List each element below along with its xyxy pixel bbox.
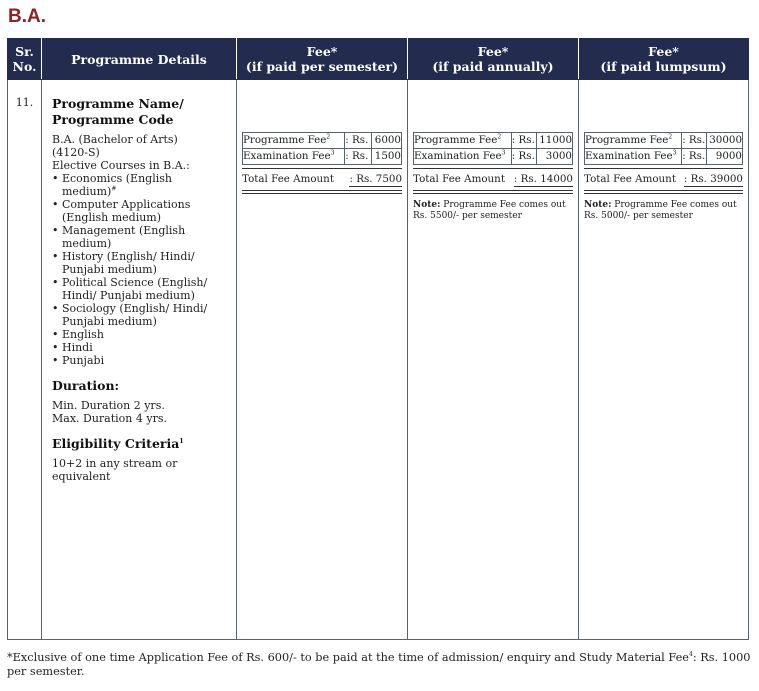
header-fee-semester: Fee* (if paid per semester) — [237, 39, 408, 80]
electives-intro: Elective Courses in B.A.: — [52, 159, 190, 172]
programme-name-heading: Programme Name/ Programme Code — [52, 96, 184, 127]
list-item: • Computer Applications (English medium) — [52, 198, 191, 224]
header-programme-details: Programme Details — [42, 39, 237, 80]
table-header-row — [8, 39, 749, 80]
list-item: • English — [52, 328, 104, 341]
programme-code: (4120-S) — [52, 146, 100, 159]
list-item: • Hindi — [52, 341, 93, 354]
fee-row-exam: Examination Fee$^3$ : Rs. 9000 — [585, 149, 743, 165]
fee-row-exam: Examination Fee$^3$ : Rs. 1500 — [243, 149, 402, 165]
fee-total-row: Total Fee Amount : Rs. 14000 — [413, 173, 573, 185]
header-fee-lumpsum: Fee* (if paid lumpsum) — [579, 39, 749, 80]
duration-heading: Duration: — [52, 378, 120, 393]
programme-details-cell — [42, 80, 237, 640]
list-item: • Sociology (English/ Hindi/ Punjabi medium) — [52, 302, 208, 328]
electives-list — [52, 172, 228, 367]
annual-note: Note: Programme Fee comes out Rs. 5500/- per semester — [413, 200, 566, 221]
page-title: B.A. — [8, 6, 46, 27]
fee-semester-cell — [237, 80, 408, 640]
programme-name: B.A. (Bachelor of Arts) — [52, 133, 178, 146]
fee-row-programme: Programme Fee$^2$ : Rs. 30000 — [585, 133, 743, 149]
list-item: • History (English/ Hindi/ Punjabi medium) — [52, 250, 195, 276]
list-item: • Management (English medium) — [52, 224, 186, 250]
fee-row-programme: Programme Fee$^2$ : Rs. 6000 — [243, 133, 402, 149]
header-sr-line1: Sr. — [15, 44, 34, 59]
header-fee-annual: Fee* (if paid annually) — [408, 39, 579, 80]
max-duration: Max. Duration 4 yrs. — [52, 412, 167, 425]
lumpsum-note: Note: Programme Fee comes out Rs. 5000/- per semester — [584, 200, 737, 221]
fee-row-programme: Programme Fee$^2$ : Rs. 11000 — [414, 133, 573, 149]
footnote: *Exclusive of one time Application Fee of Rs. 600/- to be paid at the time of admission/ enquiry and Study Material Fee$^4$: Rs. 1000 per semester. — [7, 651, 751, 678]
header-sr-no — [8, 39, 42, 80]
fee-total-row: Total Fee Amount : Rs. 39000 — [584, 173, 743, 185]
sr-no-cell: 11. — [8, 80, 42, 640]
list-item: • Political Science (English/ Hindi/ Punjabi medium) — [52, 276, 208, 302]
min-duration: Min. Duration 2 yrs. — [52, 399, 165, 412]
fee-table — [7, 38, 749, 640]
fee-lumpsum-cell — [579, 80, 749, 640]
fee-annual-cell — [408, 80, 579, 640]
fee-total-row: Total Fee Amount : Rs. 7500 — [242, 173, 402, 185]
list-item: • Economics (English medium)# — [52, 172, 172, 198]
eligibility-heading: Eligibility Criteria$^1$ — [52, 436, 184, 451]
list-item: • Punjabi — [52, 354, 105, 367]
fee-row-exam: Examination Fee$^3$ : Rs. 3000 — [414, 149, 573, 165]
eligibility-text: 10+2 in any stream or equivalent — [52, 457, 178, 483]
header-sr-line2: No. — [12, 59, 37, 74]
table-row — [8, 80, 749, 640]
